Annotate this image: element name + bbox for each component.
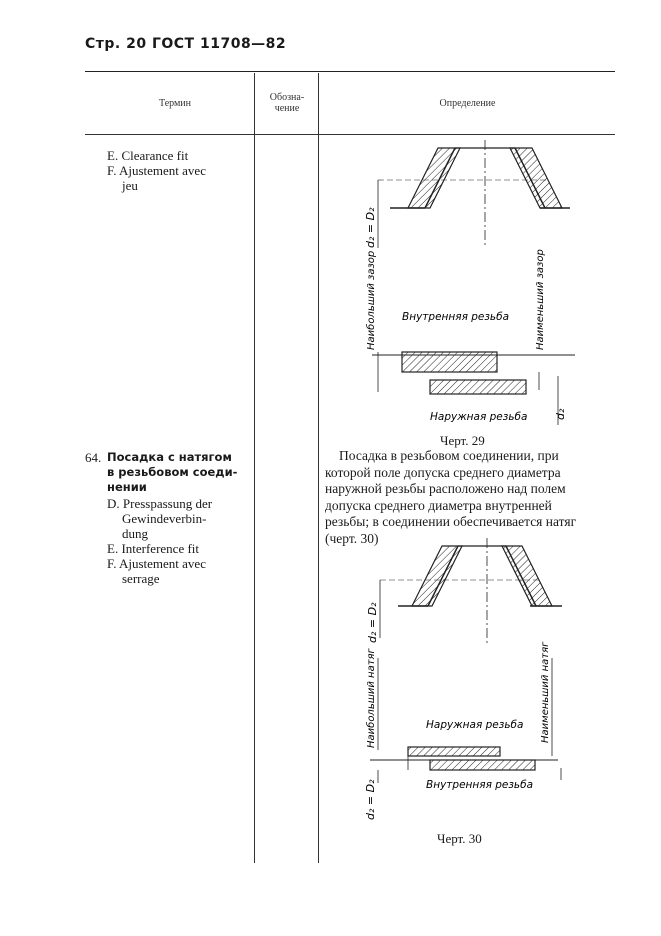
term-fr: F. Ajustement avec xyxy=(107,556,206,571)
definition-line: которой поле допуска среднего диаметра xyxy=(325,464,561,480)
fig29-external-label: Наружная резьба xyxy=(430,411,528,423)
fig30-min-interf: Наименьший натяг xyxy=(540,641,551,743)
term-fr-cont: serrage xyxy=(122,571,160,586)
term-en: E. Interference fit xyxy=(107,541,200,556)
fig30-symbol: d₂ = D₂ xyxy=(366,602,379,643)
fig29-internal-label: Внутренняя резьба xyxy=(402,311,510,323)
column-header-term: Термин xyxy=(158,98,192,109)
header-rule xyxy=(85,71,615,72)
figure-29-diagram xyxy=(330,140,620,435)
definition-line: (черт. 30) xyxy=(325,530,379,546)
column-header-symbol: Обозна- чение xyxy=(269,92,305,114)
column-divider-2 xyxy=(318,73,319,863)
fig30-symbol-bottom: d₂ = D₂ xyxy=(364,779,377,820)
fig29-max-gap: Наибольший зазор xyxy=(366,250,377,350)
fig30-internal-label: Внутренняя резьба xyxy=(426,779,534,791)
term-ru: Посадка с натягом xyxy=(107,450,232,464)
page-header: Стр. 20 ГОСТ 11708—82 xyxy=(85,36,287,52)
term-en: E. Clearance fit xyxy=(107,148,189,163)
fig30-external-label: Наружная резьба xyxy=(426,719,524,731)
term-ru-cont2: нении xyxy=(107,480,147,494)
definition-text xyxy=(325,448,608,547)
definition-line: Посадка в резьбовом соединении, при xyxy=(339,448,559,463)
definition-line: резьбы; в соединении обеспечивается натяг xyxy=(325,514,577,529)
definition-line: допуска среднего диаметра внутренней xyxy=(325,497,552,513)
definition-line: наружной резьбы расположено над полем xyxy=(325,481,566,496)
term-de: D. Presspassung der xyxy=(107,496,213,511)
term-fr-cont: jeu xyxy=(122,178,138,193)
fig29-min-gap: Наименьший зазор xyxy=(535,249,546,350)
figure-30-caption: Черт. 30 xyxy=(437,831,482,846)
column-divider-1 xyxy=(254,73,255,863)
figure-29-caption: Черт. 29 xyxy=(440,433,485,448)
fig29-symbol: d₂ = D₂ xyxy=(364,207,377,248)
term-fr: F. Ajustement avec xyxy=(107,163,206,178)
fig30-max-interf: Наибольший натяг xyxy=(366,648,377,748)
term-number: 64. xyxy=(85,450,102,465)
term-de-cont: Gewindeverbin- xyxy=(122,511,207,526)
figure-30-diagram xyxy=(330,538,620,823)
column-header-definition: Определение xyxy=(439,98,496,109)
fig29-d2-label: d₂ xyxy=(554,408,567,420)
term-ru-cont: в резьбовом соеди- xyxy=(107,465,238,479)
table-header-rule xyxy=(85,134,615,135)
term-de-cont2: dung xyxy=(122,526,148,541)
